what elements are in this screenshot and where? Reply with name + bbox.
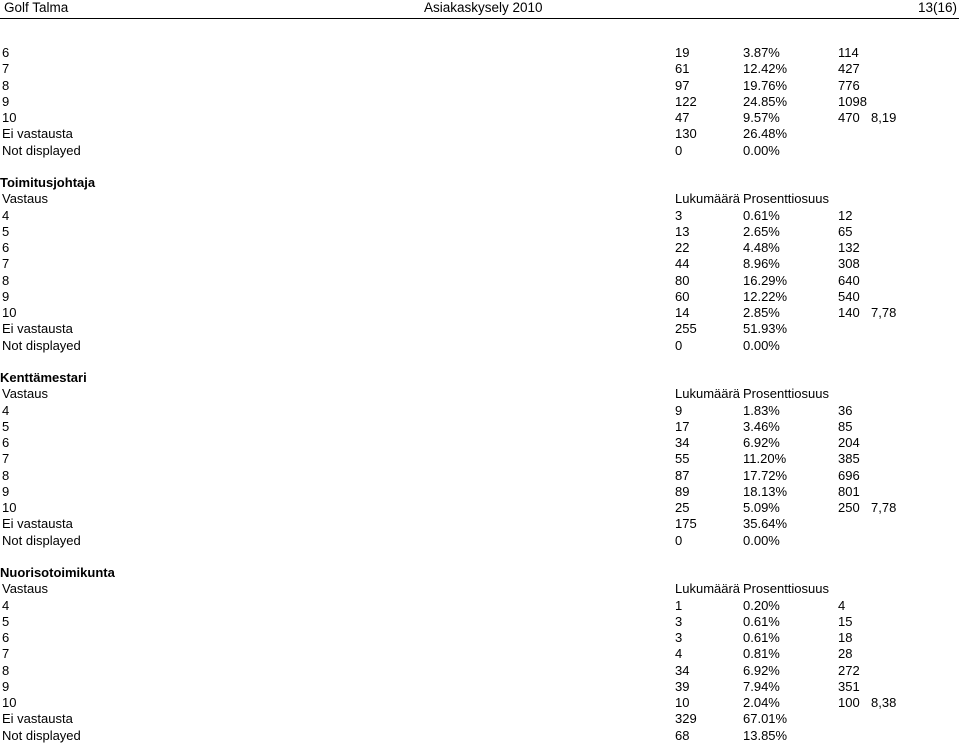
percent-cell: 5.09% [743, 500, 780, 515]
table-row [0, 240, 959, 256]
table-row [0, 143, 959, 159]
percent-cell: 0.00% [743, 142, 780, 158]
table-row [0, 403, 959, 419]
count-cell: 87 [675, 467, 690, 483]
count-cell: 61 [675, 61, 690, 77]
count-cell: 34 [675, 435, 690, 450]
answer-cell: 6 [2, 45, 10, 60]
table-row [0, 533, 959, 549]
count-cell: 130 [675, 126, 697, 142]
average-cell: 7,78 [871, 500, 897, 515]
percent-cell: 4.48% [743, 240, 780, 255]
percent-cell: 2.65% [743, 223, 780, 239]
answer-cell: 9 [2, 93, 10, 109]
answer-cell: 4 [2, 402, 10, 418]
answer-cell: 10 [2, 110, 17, 125]
answer-cell: 7 [2, 646, 10, 662]
header-divider [0, 18, 959, 19]
table-row [0, 663, 959, 679]
header-company: Golf Talma [4, 0, 69, 15]
table-header [0, 581, 959, 597]
count-cell: 80 [675, 272, 690, 288]
weighted-cell: 204 [838, 435, 860, 450]
answer-cell: 9 [2, 288, 10, 304]
weighted-cell: 15 [838, 613, 853, 629]
percent-cell: 13.85% [743, 727, 788, 743]
count-cell: 3 [675, 207, 683, 223]
table-row [0, 695, 959, 711]
count-cell: 34 [675, 662, 690, 678]
answer-cell: 5 [2, 223, 10, 239]
weighted-cell: 272 [838, 662, 860, 678]
answer-cell: 10 [2, 695, 17, 710]
table-row [0, 256, 959, 272]
weighted-cell: 36 [838, 402, 853, 418]
count-cell: 14 [675, 305, 690, 320]
answer-cell: 4 [2, 597, 10, 613]
column-header-prosenttiosuus: Prosenttiosuus [743, 191, 829, 207]
weighted-cell: 1098 [838, 93, 867, 109]
percent-cell: 2.85% [743, 305, 780, 320]
column-header-vastaus: Vastaus [2, 191, 49, 207]
percent-cell: 0.00% [743, 337, 780, 353]
count-cell: 255 [675, 321, 697, 337]
weighted-cell: 100 [838, 695, 860, 710]
percent-cell: 11.20% [743, 451, 787, 467]
answer-cell: 5 [2, 418, 10, 434]
count-cell: 60 [675, 288, 690, 304]
answer-cell: 5 [2, 613, 10, 629]
weighted-cell: 801 [838, 483, 860, 499]
answer-cell: 7 [2, 256, 10, 272]
answer-cell: 7 [2, 61, 10, 77]
weighted-cell: 85 [838, 418, 853, 434]
page-header [0, 0, 959, 15]
weighted-cell: 4 [838, 597, 846, 613]
weighted-cell: 28 [838, 646, 853, 662]
table-row [0, 273, 959, 289]
answer-cell: 8 [2, 662, 10, 678]
answer-cell: 10 [2, 305, 17, 320]
answer-cell: 8 [2, 77, 10, 93]
table-row [0, 61, 959, 77]
percent-cell: 19.76% [743, 77, 788, 93]
count-cell: 10 [675, 695, 690, 710]
weighted-cell: 12 [838, 207, 853, 223]
weighted-cell: 385 [838, 451, 860, 467]
table-row [0, 711, 959, 727]
percent-cell: 12.42% [743, 61, 788, 77]
count-cell: 1 [675, 597, 683, 613]
count-cell: 0 [675, 142, 683, 158]
table-row [0, 500, 959, 516]
table-row [0, 484, 959, 500]
answer-cell: Ei vastausta [2, 711, 73, 727]
percent-cell: 0.00% [743, 532, 780, 548]
count-cell: 13 [675, 223, 690, 239]
answer-cell: 4 [2, 207, 10, 223]
percent-cell: 26.48% [743, 126, 788, 142]
table-row [0, 321, 959, 337]
column-header-prosenttiosuus: Prosenttiosuus [743, 581, 829, 597]
answer-cell: Not displayed [2, 727, 81, 743]
section-title: Toimitusjohtaja [0, 175, 96, 190]
count-cell: 0 [675, 337, 683, 353]
percent-cell: 6.92% [743, 435, 780, 450]
count-cell: 4 [675, 646, 683, 662]
weighted-cell: 351 [838, 678, 860, 694]
column-header-lukumaara: Lukumäärä [675, 191, 741, 207]
answer-cell: Not displayed [2, 532, 81, 548]
weighted-cell: 308 [838, 256, 860, 272]
percent-cell: 0.81% [743, 646, 780, 662]
percent-cell: 0.61% [743, 613, 780, 629]
table-header [0, 386, 959, 402]
percent-cell: 9.57% [743, 110, 780, 125]
table-row [0, 126, 959, 142]
weighted-cell: 18 [838, 630, 853, 645]
percent-cell: 51.93% [743, 321, 788, 337]
average-cell: 7,78 [871, 305, 897, 320]
table-row [0, 516, 959, 532]
weighted-cell: 114 [838, 45, 859, 60]
count-cell: 3 [675, 630, 683, 645]
table-row [0, 94, 959, 110]
table-row [0, 419, 959, 435]
table-row [0, 305, 959, 321]
table-row [0, 646, 959, 662]
answer-cell: 9 [2, 483, 10, 499]
answer-cell: 6 [2, 240, 10, 255]
count-cell: 19 [675, 45, 690, 60]
count-cell: 329 [675, 711, 697, 727]
count-cell: 68 [675, 727, 690, 743]
table-row [0, 630, 959, 646]
table-row [0, 598, 959, 614]
percent-cell: 6.92% [743, 662, 780, 678]
count-cell: 39 [675, 678, 690, 694]
percent-cell: 35.64% [743, 516, 788, 532]
weighted-cell: 250 [838, 500, 860, 515]
column-header-lukumaara: Lukumäärä [675, 386, 741, 402]
table-row [0, 45, 959, 61]
table-row [0, 78, 959, 94]
weighted-cell: 65 [838, 223, 853, 239]
header-page-number: 13(16) [917, 0, 957, 15]
count-cell: 17 [675, 418, 690, 434]
count-cell: 55 [675, 451, 690, 467]
weighted-cell: 470 [838, 110, 860, 125]
column-header-vastaus: Vastaus [2, 386, 49, 402]
answer-cell: 10 [2, 500, 17, 515]
percent-cell: 0.20% [743, 597, 780, 613]
answer-cell: Not displayed [2, 142, 81, 158]
percent-cell: 3.87% [743, 45, 780, 60]
column-header-prosenttiosuus: Prosenttiosuus [743, 386, 829, 402]
header-document-title: Asiakaskysely 2010 [424, 0, 543, 15]
table-row [0, 338, 959, 354]
table-row [0, 110, 959, 126]
answer-cell: 6 [2, 435, 10, 450]
table-row [0, 224, 959, 240]
answer-cell: Not displayed [2, 337, 81, 353]
count-cell: 0 [675, 532, 683, 548]
answer-cell: 9 [2, 678, 10, 694]
count-cell: 175 [675, 516, 697, 532]
column-header-lukumaara: Lukumäärä [675, 581, 741, 597]
table-row [0, 289, 959, 305]
percent-cell: 18.13% [743, 483, 788, 499]
column-header-vastaus: Vastaus [2, 581, 49, 597]
table-row [0, 451, 959, 467]
answer-cell: 6 [2, 630, 10, 645]
answer-cell: Ei vastausta [2, 321, 73, 337]
percent-cell: 16.29% [743, 272, 788, 288]
average-cell: 8,19 [871, 110, 897, 125]
weighted-cell: 540 [838, 288, 860, 304]
answer-cell: 7 [2, 451, 10, 467]
percent-cell: 67.01% [743, 711, 788, 727]
table-row [0, 208, 959, 224]
percent-cell: 3.46% [743, 418, 780, 434]
answer-cell: Ei vastausta [2, 126, 73, 142]
percent-cell: 0.61% [743, 630, 780, 645]
table-row [0, 468, 959, 484]
count-cell: 97 [675, 77, 690, 93]
average-cell: 8,38 [871, 695, 897, 710]
percent-cell: 8.96% [743, 256, 780, 272]
answer-cell: 8 [2, 467, 10, 483]
table-row [0, 728, 959, 744]
answer-cell: 8 [2, 272, 10, 288]
percent-cell: 2.04% [743, 695, 780, 710]
count-cell: 122 [675, 93, 697, 109]
table-row [0, 435, 959, 451]
count-cell: 89 [675, 483, 690, 499]
section-title: Kenttämestari [0, 370, 87, 385]
percent-cell: 7.94% [743, 678, 780, 694]
table-row [0, 614, 959, 630]
count-cell: 25 [675, 500, 690, 515]
percent-cell: 24.85% [743, 93, 788, 109]
weighted-cell: 696 [838, 467, 860, 483]
percent-cell: 1.83% [743, 402, 780, 418]
count-cell: 22 [675, 240, 690, 255]
count-cell: 9 [675, 402, 683, 418]
count-cell: 47 [675, 110, 690, 125]
percent-cell: 0.61% [743, 207, 780, 223]
count-cell: 44 [675, 256, 690, 272]
answer-cell: Ei vastausta [2, 516, 73, 532]
table-row [0, 679, 959, 695]
section-title: Nuorisotoimikunta [0, 565, 115, 580]
weighted-cell: 640 [838, 272, 860, 288]
percent-cell: 17.72% [743, 467, 788, 483]
count-cell: 3 [675, 613, 683, 629]
weighted-cell: 140 [838, 305, 860, 320]
weighted-cell: 132 [838, 240, 860, 255]
weighted-cell: 776 [838, 77, 860, 93]
weighted-cell: 427 [838, 61, 860, 77]
percent-cell: 12.22% [743, 288, 788, 304]
table-header [0, 191, 959, 207]
